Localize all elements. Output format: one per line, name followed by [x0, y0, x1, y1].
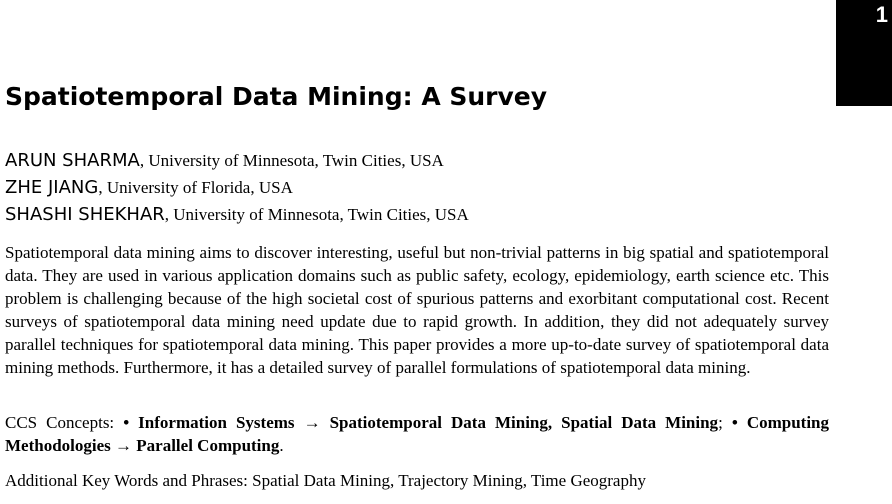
keywords [5, 469, 829, 492]
ccs-label: CCS Concepts: [5, 413, 115, 432]
ccs-bullet: • [123, 413, 130, 432]
author-name: ZHE JIANG [5, 177, 99, 198]
ccs-subconcepts-data-mining: Spatiotemporal Data Mining, Spatial Data Mining [329, 413, 719, 432]
ccs-bullet: • [731, 413, 738, 432]
author-name: SHASHI SHEKHAR [5, 204, 165, 225]
author-entry [5, 201, 705, 228]
ccs-separator: ; [718, 413, 723, 432]
abstract: Spatiotemporal data mining aims to discover interesting, useful but non-trivial patterns in big spatial and spatiotemporal data. They are used in various application domains such as public safety, ecology, epidemiology, earth science etc. This problem is challenging because of the high societal cost of spurious patterns and exorbitant computational cost. Recent surveys of spatiotemporal data mining need update due to rapid growth. In addition, they did not adequately survey parallel techniques for spatiotemporal data mining. This paper provides a more up-to-date survey of spatiotemporal data mining methods. Furthermore, it has a detailed survey of parallel formulations of spatiotemporal data mining. [5, 243, 829, 377]
ccs-concepts [5, 411, 829, 457]
author-entry [5, 174, 705, 201]
paper-title: Spatiotemporal Data Mining: A Survey [5, 82, 548, 111]
ccs-subconcept-parallel-computing: Parallel Computing [136, 436, 280, 455]
author-affiliation-separator: , [164, 205, 174, 224]
author-name: ARUN SHARMA [5, 150, 140, 171]
keywords-value: Spatial Data Mining, Trajectory Mining, Time Geography [252, 471, 646, 490]
page-number-tab [836, 0, 892, 106]
page-number: 1 [875, 2, 888, 27]
author-affiliation-separator: , [98, 178, 107, 197]
keywords-label: Additional Key Words and Phrases: [5, 471, 248, 490]
ccs-arrow: → [303, 413, 321, 432]
author-list [5, 147, 705, 228]
author-entry [5, 147, 705, 174]
author-affiliation: University of Minnesota, Twin Cities, USA [173, 205, 469, 224]
ccs-arrow: → [115, 436, 133, 455]
ccs-concept-information-systems: Information Systems [138, 413, 295, 432]
author-affiliation-separator: , [139, 151, 149, 170]
ccs-end: . [279, 436, 284, 455]
ccs-concept-computing-methodologies: Computing Methodologies [5, 413, 829, 455]
author-affiliation: University of Minnesota, Twin Cities, USA [148, 151, 444, 170]
author-affiliation: University of Florida, USA [106, 178, 293, 197]
